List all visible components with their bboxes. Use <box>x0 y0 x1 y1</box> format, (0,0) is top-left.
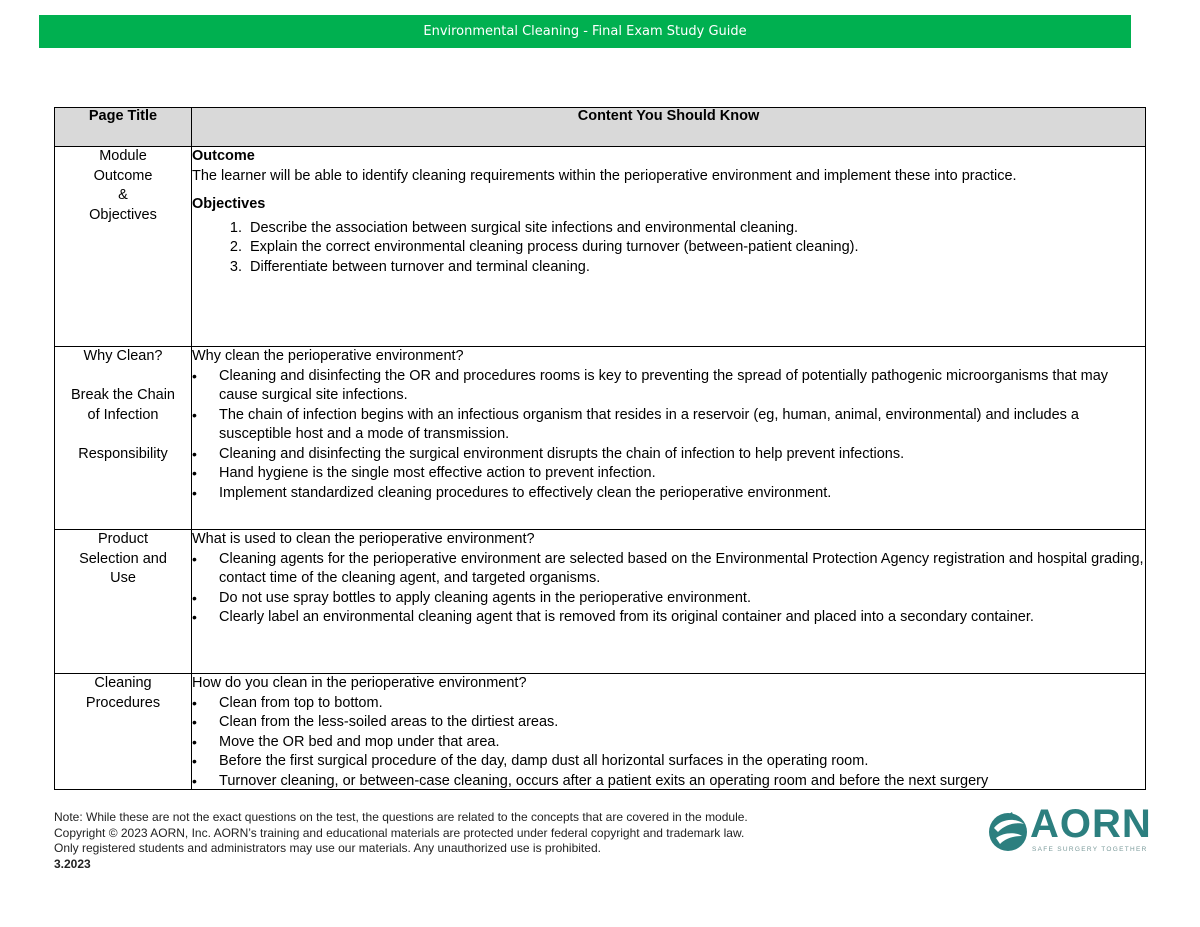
table-row <box>55 674 1146 790</box>
row-title-line: Objectives <box>89 206 157 223</box>
header-content: Content You Should Know <box>192 108 1146 147</box>
row-content <box>192 347 1146 530</box>
logo-wordmark: AORN <box>1030 802 1152 846</box>
document-banner: Environmental Cleaning - Final Exam Study Guide <box>39 15 1131 48</box>
table-row <box>55 530 1146 674</box>
outcome-text: The learner will be able to identify cleaning requirements within the perioperative environment and implement these into practice. <box>192 167 1017 184</box>
list-item: 2. Explain the correct environmental cleaning process during turnover (between-patient cleaning). <box>246 238 1145 258</box>
row-question: How do you clean in the perioperative environment? <box>192 675 527 691</box>
aorn-logo <box>986 802 1152 856</box>
table-row <box>55 147 1146 347</box>
list-item: • Clean from the less-soiled areas to the dirtiest areas. <box>192 713 1145 733</box>
row-content <box>192 147 1146 347</box>
list-item: • Cleaning and disinfecting the OR and procedures rooms is key to preventing the spread of potentially pathogenic microorganisms that may cause surgical site infections. <box>192 367 1145 406</box>
row-title <box>55 347 192 530</box>
list-item: • Implement standardized cleaning procedures to effectively clean the perioperative environment. <box>192 484 1145 504</box>
bullet-list <box>192 550 1145 628</box>
table-row <box>55 347 1146 530</box>
row-title-line: Product <box>98 531 148 547</box>
row-content <box>192 530 1146 674</box>
list-item: • Hand hygiene is the single most effective action to prevent infection. <box>192 464 1145 484</box>
table-header-row <box>55 108 1146 147</box>
list-item: 3. Differentiate between turnover and terminal cleaning. <box>246 258 1145 278</box>
study-guide-table <box>54 107 1146 790</box>
row-title <box>55 147 192 347</box>
row-title-line: Responsibility <box>78 445 168 462</box>
footer-usage: Only registered students and administrators may use our materials. Any unauthorized use is prohibited. <box>54 841 601 855</box>
row-title-line: & <box>118 187 128 203</box>
row-title-line: Selection and <box>79 550 167 567</box>
row-title-line: Procedures <box>85 694 161 711</box>
bullet-list <box>192 694 1145 789</box>
row-title-line: of Infection <box>87 406 159 423</box>
objectives-list <box>192 219 1145 278</box>
footer-note: Note: While these are not the exact questions on the test, the questions are related to the concepts that are covered in the module. <box>54 810 748 824</box>
list-item: • Turnover cleaning, or between-case cleaning, occurs after a patient exits an operating room and before the next surgery <box>192 772 1145 789</box>
page-footer <box>54 810 748 872</box>
list-item: • Before the first surgical procedure of the day, damp dust all horizontal surfaces in the operating room. <box>192 752 1145 772</box>
row-title-line: Break the Chain <box>71 387 175 403</box>
aorn-emblem-icon <box>986 808 1032 854</box>
header-page-title: Page Title <box>55 108 192 147</box>
list-item: 1. Describe the association between surgical site infections and environmental cleaning. <box>246 219 1145 239</box>
objectives-heading: Objectives <box>192 196 266 212</box>
footer-version: 3.2023 <box>54 856 91 871</box>
list-item: • Do not use spray bottles to apply cleaning agents in the perioperative environment. <box>192 589 1145 609</box>
list-item: • Cleaning and disinfecting the surgical environment disrupts the chain of infection to help prevent infections. <box>192 445 1145 465</box>
outcome-heading: Outcome <box>192 148 255 164</box>
row-title-line: Module <box>99 148 147 164</box>
row-content <box>192 674 1146 790</box>
list-item: • The chain of infection begins with an infectious organism that resides in a reservoir (eg, human, animal, environmental) and includes a susceptible host and a mode of transmission. <box>192 406 1145 445</box>
row-title-line: Use <box>110 570 136 586</box>
list-item: • Cleaning agents for the perioperative environment are selected based on the Environmental Protection Agency registration and hospital grading, contact time of the cleaning agent, and targeted organisms. <box>192 550 1145 589</box>
row-title-line: Why Clean? <box>83 348 163 364</box>
row-title <box>55 530 192 674</box>
footer-copyright: Copyright © 2023 AORN, Inc. AORN’s training and educational materials are protected under federal copyright and trademark law. <box>54 825 745 840</box>
row-title <box>55 674 192 790</box>
row-title-line: Outcome <box>93 167 153 184</box>
bullet-list <box>192 367 1145 504</box>
list-item: • Move the OR bed and mop under that area. <box>192 733 1145 753</box>
row-question: Why clean the perioperative environment? <box>192 348 464 364</box>
logo-tagline: SAFE SURGERY TOGETHER <box>1032 846 1148 853</box>
list-item: • Clean from top to bottom. <box>192 694 1145 714</box>
row-title-line: Cleaning <box>94 675 152 691</box>
row-question: What is used to clean the perioperative environment? <box>192 531 535 547</box>
clipped-content <box>192 674 1145 788</box>
list-item: • Clearly label an environmental cleaning agent that is removed from its original container and placed into a secondary container. <box>192 608 1145 628</box>
